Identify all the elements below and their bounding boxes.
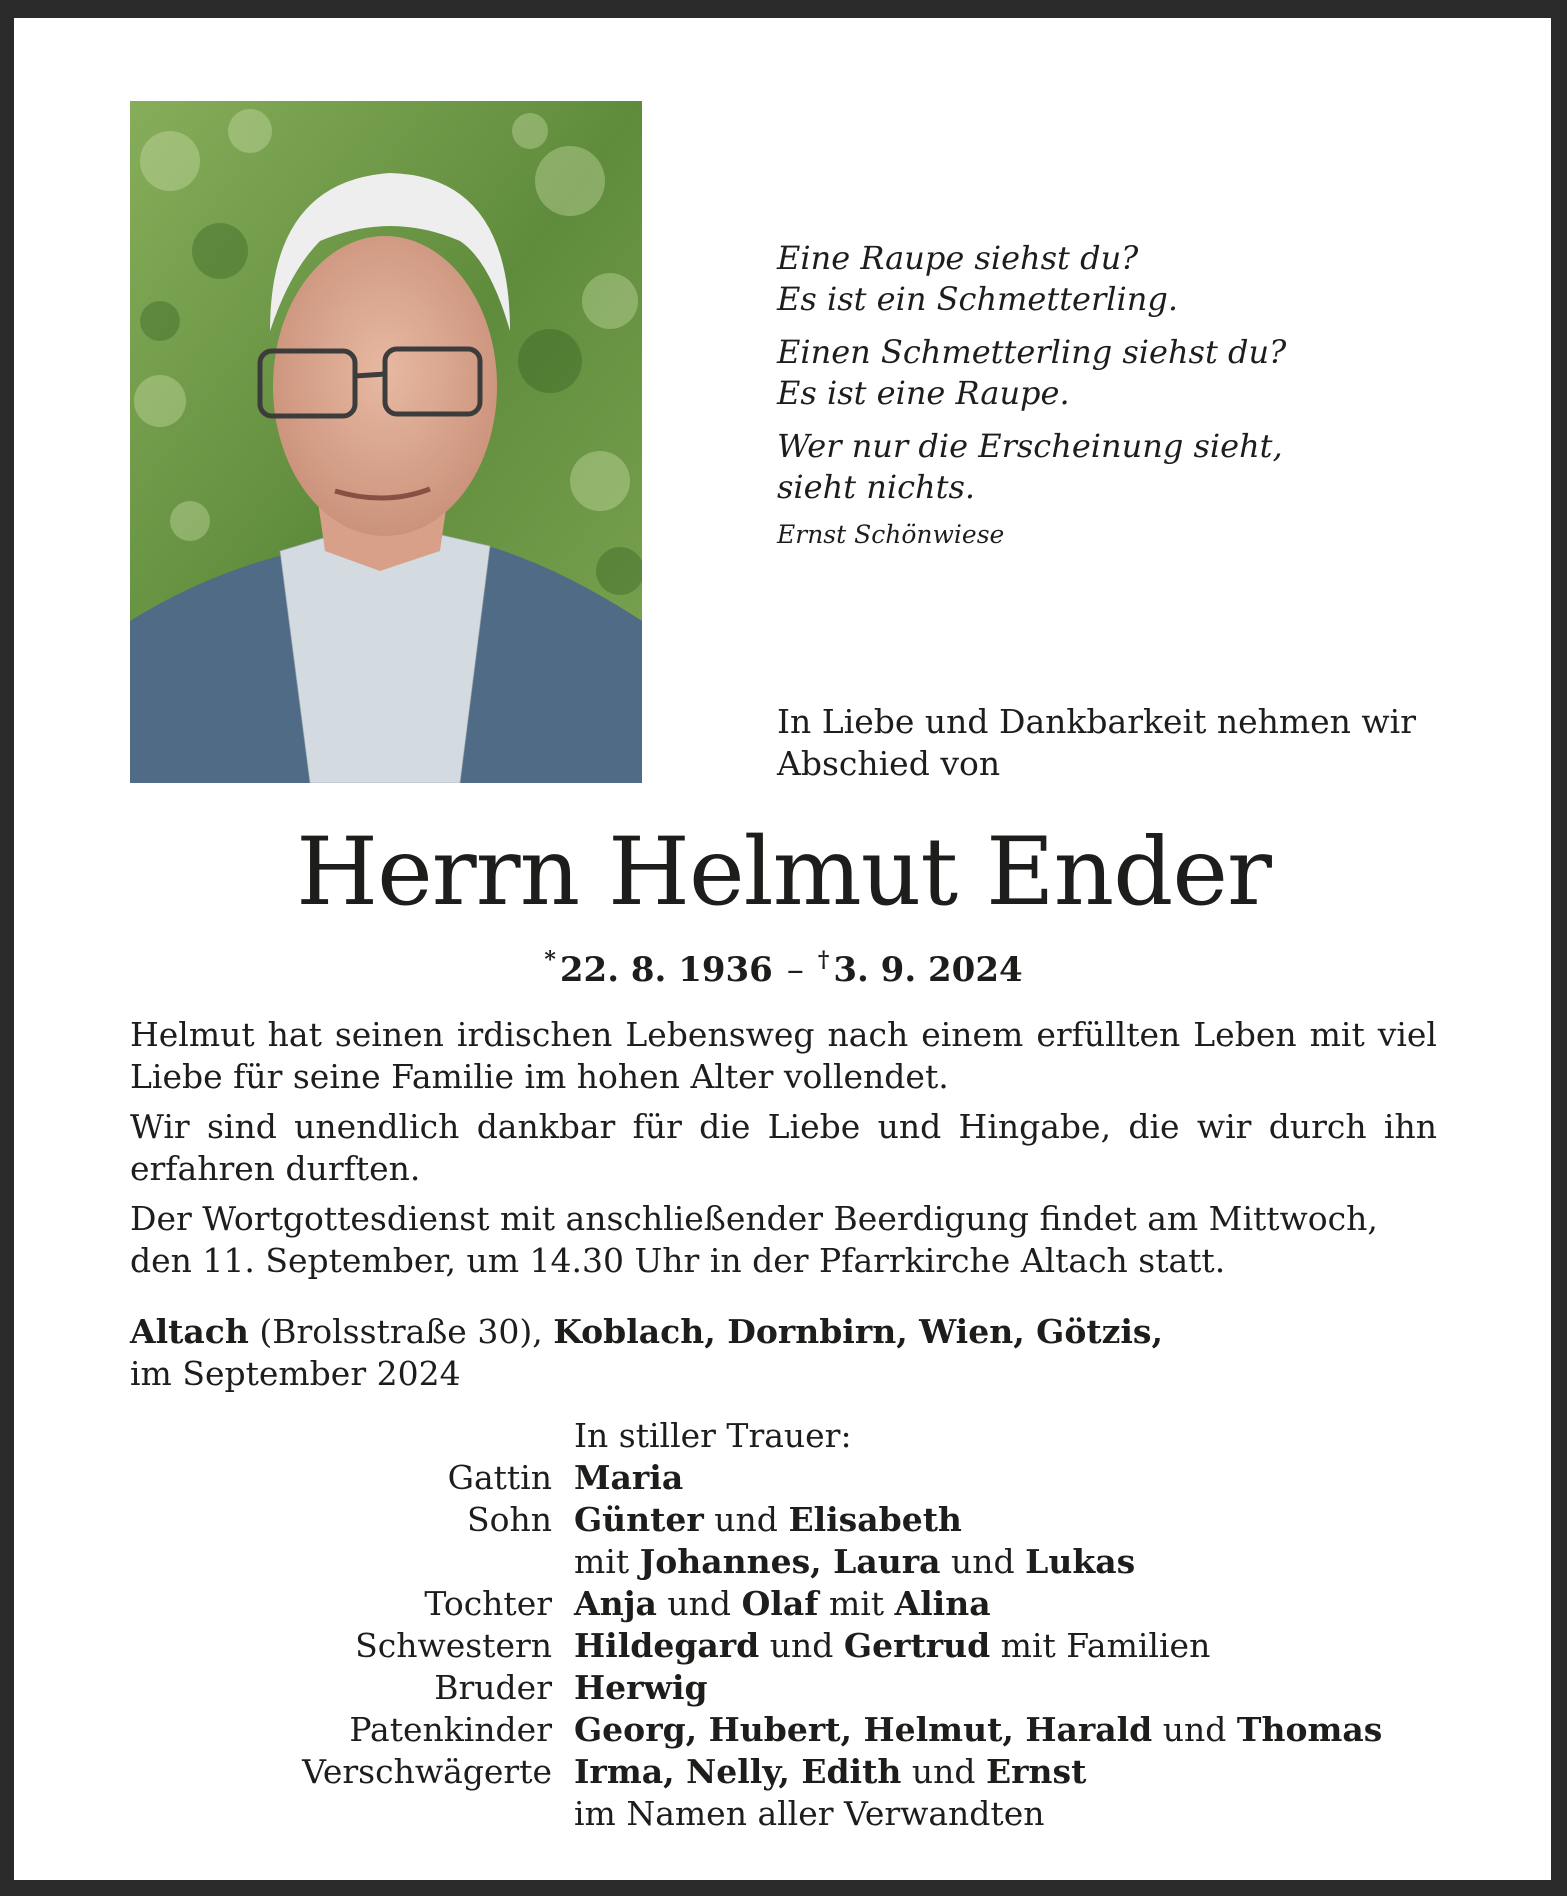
service-line: den 11. September, um 14.30 Uhr in der Pfarrkirche Altach statt. — [130, 1241, 1226, 1280]
service-line: Der Wortgottesdienst mit anschließender Beerdigung findet am Mittwoch, — [130, 1199, 1378, 1238]
town: Altach — [130, 1312, 249, 1351]
mourner-name: Gertrud — [843, 1626, 991, 1665]
mourner-name: Johannes, Laura — [639, 1542, 941, 1581]
intro-text — [777, 701, 1457, 785]
mourner-name: Thomas — [1236, 1710, 1383, 1749]
body-paragraph: Helmut hat seinen irdischen Lebensweg nach einem erfüllten Leben mit viel Liebe für seine Familie im hohen Alter vollendet. — [130, 1015, 1437, 1096]
closing-line: im Namen aller Verwandten — [574, 1794, 1045, 1833]
portrait-photo — [130, 101, 642, 783]
address: (Brolsstraße 30), — [259, 1312, 543, 1351]
mourner-name: Maria — [574, 1458, 684, 1497]
relation-label: Gattin — [447, 1458, 552, 1497]
obituary-body — [130, 1014, 1437, 1290]
other-places: Koblach, Dornbirn, Wien, Götzis, — [553, 1312, 1163, 1351]
mourner-name: Herwig — [574, 1668, 708, 1707]
mourner-name: Ernst — [985, 1752, 1087, 1791]
relation-label: Tochter — [424, 1584, 552, 1623]
relation-label: Bruder — [434, 1668, 552, 1707]
mourner-row — [130, 1709, 1437, 1751]
poem-quote — [777, 238, 1417, 550]
date-separator: – — [786, 950, 804, 990]
mourners-header-row — [130, 1415, 1437, 1457]
poem-stanza — [777, 426, 1417, 508]
mourner-row — [130, 1541, 1437, 1583]
body-paragraph — [130, 1198, 1437, 1282]
mourner-row — [130, 1625, 1437, 1667]
birth-symbol: * — [544, 947, 556, 973]
poem-author: Ernst Schönwiese — [777, 520, 1005, 549]
place-date: im September 2024 — [130, 1354, 461, 1393]
conjunction: mit — [574, 1542, 630, 1581]
poem-line: Wer nur die Erscheinung sieht, — [777, 427, 1283, 465]
poem-stanza — [777, 332, 1417, 414]
birth-date: 22. 8. 1936 — [559, 950, 773, 990]
mourner-name: Olaf — [741, 1584, 819, 1623]
mourner-row — [130, 1499, 1437, 1541]
mourner-row — [130, 1583, 1437, 1625]
conjunction: und — [714, 1500, 778, 1539]
poem-line: Eine Raupe siehst du? — [777, 239, 1139, 277]
intro-line: Abschied von — [777, 744, 1001, 783]
conjunction: und — [951, 1542, 1015, 1581]
poem-line: Es ist ein Schmetterling. — [777, 280, 1179, 318]
death-date: 3. 9. 2024 — [833, 950, 1023, 990]
intro-line: In Liebe und Dankbarkeit nehmen wir — [777, 702, 1417, 741]
conjunction: und — [1162, 1710, 1227, 1749]
mourner-row — [130, 1793, 1437, 1835]
relation-label: Patenkinder — [349, 1710, 552, 1749]
mourner-name: Hildegard — [574, 1626, 760, 1665]
relation-label: Sohn — [467, 1500, 552, 1539]
mourner-name: Georg, Hubert, Helmut, Harald — [574, 1710, 1153, 1749]
mourner-row — [130, 1457, 1437, 1499]
mourner-name: Lukas — [1025, 1542, 1136, 1581]
mourners-header: In stiller Trauer: — [574, 1416, 852, 1455]
body-paragraph: Wir sind unendlich dankbar für die Liebe und Hingabe, die wir durch ihn erfahren durften. — [130, 1107, 1437, 1188]
relation-label: Schwestern — [355, 1626, 552, 1665]
mourner-row — [130, 1667, 1437, 1709]
places-line — [130, 1311, 1437, 1395]
mourner-name: Elisabeth — [788, 1500, 962, 1539]
conjunction: und — [769, 1626, 834, 1665]
mourner-name: Alina — [894, 1584, 991, 1623]
conjunction: mit — [828, 1584, 885, 1623]
conjunction: und — [911, 1752, 976, 1791]
poem-line: Es ist eine Raupe. — [777, 374, 1070, 412]
mourner-row — [130, 1751, 1437, 1793]
mourner-name: Anja — [574, 1584, 657, 1623]
conjunction: und — [667, 1584, 732, 1623]
deceased-name: Herrn Helmut Ender — [296, 818, 1271, 927]
poem-stanza — [777, 238, 1417, 320]
mourner-name: Irma, Nelly, Edith — [574, 1752, 902, 1791]
mourner-name: Günter — [574, 1500, 704, 1539]
life-dates — [0, 937, 1567, 993]
relation-label: Verschwägerte — [302, 1752, 552, 1791]
poem-line: Einen Schmetterling siehst du? — [777, 333, 1287, 371]
poem-line: sieht nichts. — [777, 468, 976, 506]
mourners-list — [130, 1415, 1437, 1835]
conjunction: mit Familien — [1000, 1626, 1211, 1665]
death-symbol: † — [817, 947, 830, 973]
